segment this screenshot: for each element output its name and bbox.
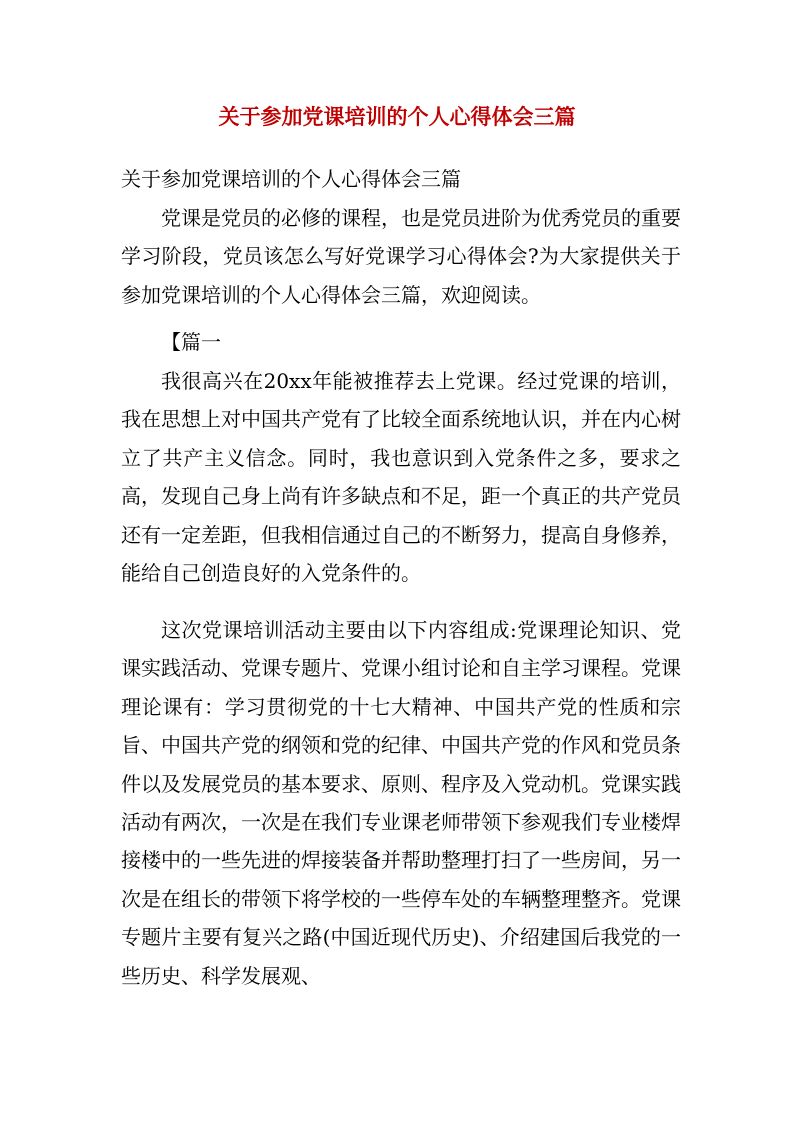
body-paragraph: 这次党课培训活动主要由以下内容组成:党课理论知识、党课实践活动、党课专题片、党课小组讨论和自主学习课程。党课理论课有：学习贯彻党的十七大精神、中国共产党的性质和宗旨、中国共产党的纲领和党的纪律、中国共产党的作风和党员条件以及发展党员的基本要求、原则、程序及入党动机。党课实践活动有两次，一次是在我们专业课老师带领下参观我们专业楼焊接楼中的一些先进的焊接装备并帮助整理打扫了一些房间，另一次是在组长的带领下将学校的一些停车处的车辆整理整齐。党课专题片主要有复兴之路(中国近现代历史)、介绍建国后我党的一些历史、科学发展观、 [121, 618, 681, 988]
section-heading: 【篇一 [161, 330, 221, 354]
body-paragraph: 我很高兴在20xx年能被推荐去上党课。经过党课的培训，我在思想上对中国共产党有了比较全面系统地认识，并在内心树立了共产主义信念。同时，我也意识到入党条件之多，要求之高，发现自己身上尚有许多缺点和不足，距一个真正的共产党员还有一定差距，但我相信通过自己的不断努力，提高自身修养，能给自己创造良好的入党条件的。 [121, 369, 681, 586]
intro-paragraph: 党课是党员的必修的课程，也是党员进阶为优秀党员的重要学习阶段，党员该怎么写好党课学习心得体会?为大家提供关于参加党课培训的个人心得体会三篇，欢迎阅读。 [121, 206, 681, 307]
document-subtitle: 关于参加党课培训的个人心得体会三篇 [121, 167, 461, 191]
document-title: 关于参加党课培训的个人心得体会三篇 [218, 104, 576, 129]
